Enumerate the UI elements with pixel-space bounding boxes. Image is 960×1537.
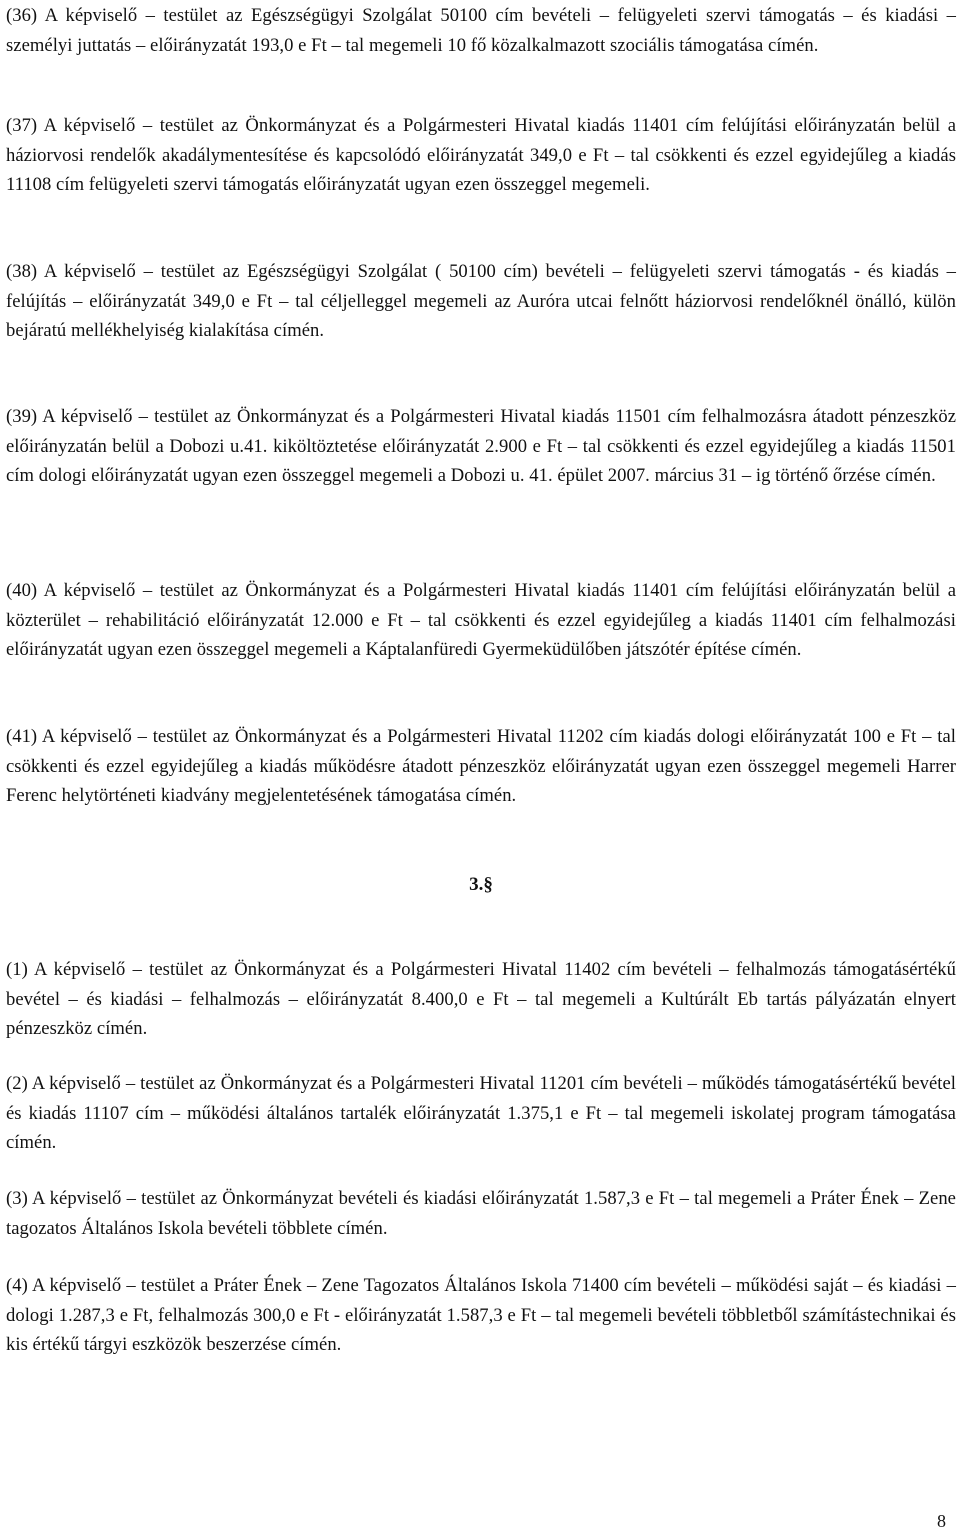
paragraph-3-4: (4) A képviselő – testület a Práter Ének – Zene Tagozatos Általános Iskola 71400 cím bevételi – működési saját – és kiadási – dologi 1.287,3 e Ft, felhalmozás 300,0 e Ft - előirányzatát 1.587,3 e Ft – tal megemeli bevételi többletből számítástechnikai és kis értékű tárgyi eszközök beszerzése címén.: [6, 1275, 956, 1356]
paragraph-39: (39) A képviselő – testület az Önkormányzat és a Polgármesteri Hivatal kiadás 11501 cím felhalmozásra átadott pénzeszköz előirányzatán belül a Dobozi u.41. kiköltöztetése előirányzatát 2.900 e Ft – tal csökkenti és ezzel egyidejűleg a kiadás 11501 cím dologi előirányzatát ugyan ezen összeggel megemeli a Dobozi u. 41. épület 2007. március 31 – ig történő őrzése címén.: [6, 406, 956, 487]
section-title: 3.§: [469, 874, 493, 895]
paragraph-41: (41) A képviselő – testület az Önkormányzat és a Polgármesteri Hivatal 11202 cím kiadás dologi előirányzatát 100 e Ft – tal csökkenti és ezzel egyidejűleg a kiadás működésre átadott pénzeszköz előirányzatát ugyan ezen összeggel megemeli Harrer Ferenc helytörténeti kiadvány megjelentetésének támogatása címén.: [6, 726, 956, 807]
paragraph-3-1: (1) A képviselő – testület az Önkormányzat és a Polgármesteri Hivatal 11402 cím bevételi – felhalmozás támogatásértékű bevétel – és kiadási – felhalmozás – előirányzatát 8.400,0 e Ft – tal megemeli a Kultúrált Eb tartás pályázatán elnyert pénzeszköz címén.: [6, 959, 956, 1040]
paragraph-37: (37) A képviselő – testület az Önkormányzat és a Polgármesteri Hivatal kiadás 11401 cím felújítási előirányzatán belül a háziorvosi rendelők akadálymentesítése és kapcsolódó előirányzatát 349,0 e Ft – tal csökkenti és ezzel egyidejűleg a kiadás 11108 cím felügyeleti szervi támogatás előirányzatát ugyan ezen összeggel megemeli.: [6, 115, 956, 196]
page-number: 8: [937, 1511, 946, 1531]
paragraph-3-2: (2) A képviselő – testület az Önkormányzat és a Polgármesteri Hivatal 11201 cím bevételi – működés támogatásértékű bevétel és kiadás 11107 cím – működési általános tartalék előirányzatát 1.375,1 e Ft – tal megemeli iskolatej program támogatása címén.: [6, 1073, 956, 1154]
paragraph-38: (38) A képviselő – testület az Egészségügyi Szolgálat ( 50100 cím) bevételi – felügyeleti szervi támogatás - és kiadás – felújítás – előirányzatát 349,0 e Ft – tal céljelleggel megemeli az Auróra utcai felnőtt háziorvosi rendelőknél önálló, külön bejáratú mellékhelyiség kialakítása címén.: [6, 261, 956, 342]
paragraph-40: (40) A képviselő – testület az Önkormányzat és a Polgármesteri Hivatal kiadás 11401 cím felújítási előirányzatán belül a közterület – rehabilitáció előirányzatát 12.000 e Ft – tal csökkenti és ezzel egyidejűleg a kiadás 11401 cím felhalmozási előirányzatát ugyan ezen összeggel megemeli a Káptalanfüredi Gyermeküdülőben játszótér építése címén.: [6, 580, 956, 661]
paragraph-3-3: (3) A képviselő – testület az Önkormányzat bevételi és kiadási előirányzatát 1.587,3 e Ft – tal megemeli a Práter Ének – Zene tagozatos Általános Iskola bevételi többlete címén.: [6, 1188, 956, 1239]
paragraph-36: (36) A képviselő – testület az Egészségügyi Szolgálat 50100 cím bevételi – felügyeleti szervi támogatás – és kiadási – személyi juttatás – előirányzatát 193,0 e Ft – tal megemeli 10 fő közalkalmazott szociális támogatása címén.: [6, 5, 956, 56]
